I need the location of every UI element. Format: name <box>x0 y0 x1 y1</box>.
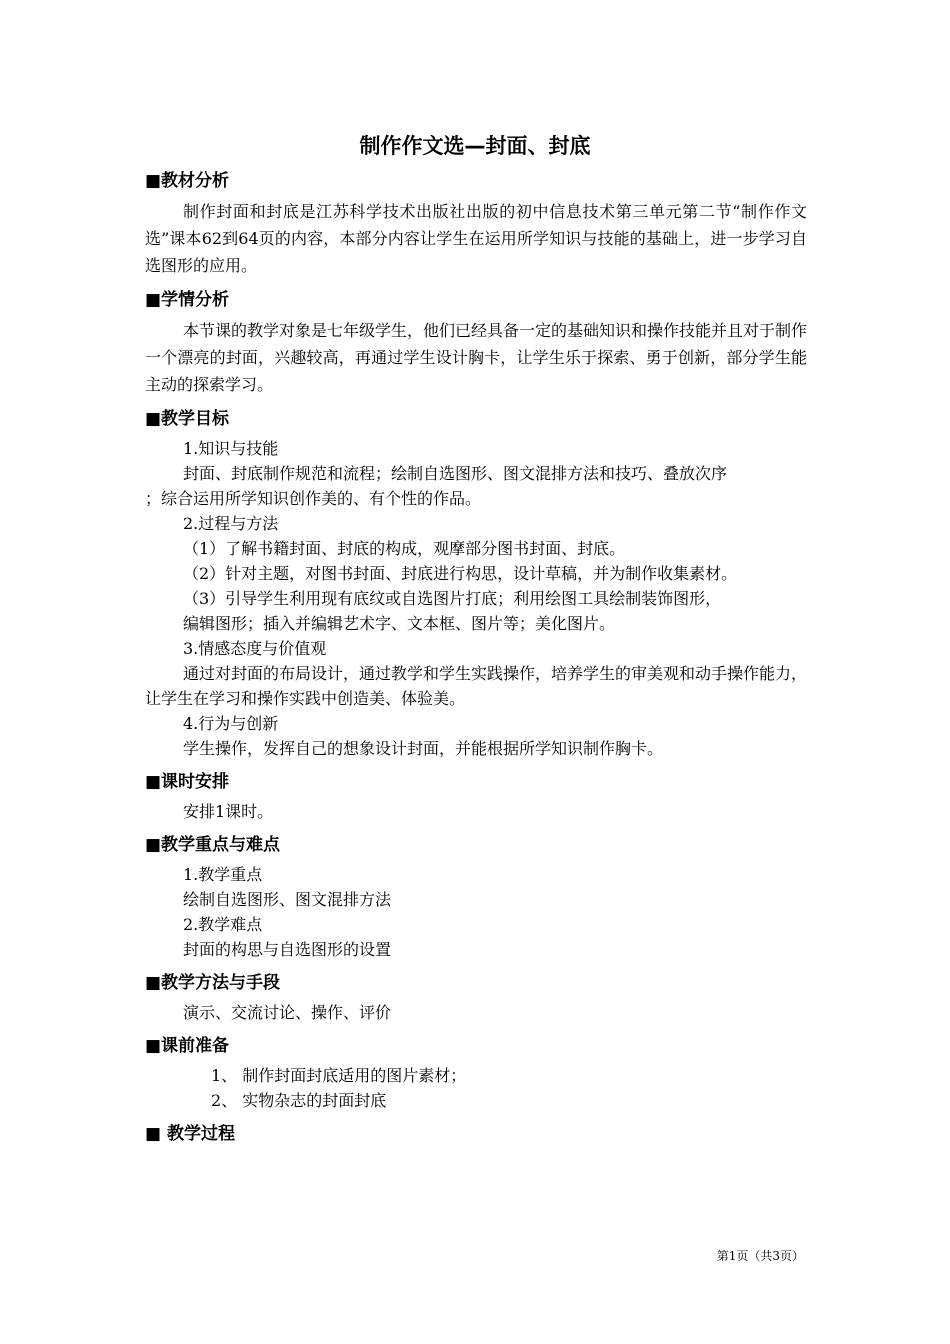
key-point-title: 1.教学重点 <box>183 865 263 884</box>
goal-knowledge-text-b: ；综合运用所学知识创作美的、有个性的作品。 <box>145 489 482 508</box>
section-heading-teaching-goals: ■教学目标 <box>145 409 230 429</box>
textbook-analysis-text: 制作封面和封底是江苏科学技术出版社出版的初中信息技术第三单元第二节“制作作文选”课本62到64页的内容，本部分内容让学生在运用所学知识与技能的基础上，进一步学习自选图形的应用。 <box>145 202 807 275</box>
goal-innovation-text: 学生操作，发挥自己的想象设计封面，并能根据所学知识制作胸卡。 <box>183 739 664 758</box>
goal-process-title: 2.过程与方法 <box>183 514 279 533</box>
difficulty-title: 2.教学难点 <box>183 915 263 934</box>
schedule-text: 安排1课时。 <box>183 802 274 821</box>
page-footer: 第1页（共3页） <box>716 1249 804 1263</box>
student-analysis-text: 本节课的教学对象是七年级学生，他们已经具备一定的基础知识和操作技能并且对于制作一个漂亮的封面，兴趣较高，再通过学生设计胸卡，让学生乐于探索、勇于创新，部分学生能主动的探索学习。 <box>145 321 808 394</box>
preparation-item-2: 2、 实物杂志的封面封底 <box>211 1091 387 1110</box>
difficulty-text: 封面的构思与自选图形的设置 <box>183 940 392 959</box>
section-heading-textbook-analysis: ■教材分析 <box>145 171 230 191</box>
section-heading-preparation: ■课前准备 <box>145 1036 230 1056</box>
goal-innovation-title: 4.行为与创新 <box>183 714 279 733</box>
goal-process-item-1: （1）了解书籍封面、封底的构成，观摩部分图书封面、封底。 <box>183 539 626 558</box>
section-heading-methods: ■教学方法与手段 <box>145 973 281 993</box>
goal-process-item-3a: （3）引导学生利用现有底纹或自选图片打底；利用绘图工具绘制装饰图形， <box>183 589 722 608</box>
goal-process-item-2: （2）针对主题，对图书封面、封底进行构思，设计草稿，并为制作收集素材。 <box>183 564 738 583</box>
section-heading-schedule: ■课时安排 <box>145 772 230 792</box>
methods-text: 演示、交流讨论、操作、评价 <box>183 1003 392 1022</box>
section-heading-teaching-process: ■ 教学过程 <box>145 1124 235 1144</box>
section-heading-student-analysis: ■学情分析 <box>145 290 230 310</box>
document-body <box>145 168 807 1147</box>
goal-emotion-text: 通过对封面的布局设计，通过教学和学生实践操作，培养学生的审美观和动手操作能力，让学生在学习和操作实践中创造美、体验美。 <box>145 664 808 708</box>
goal-knowledge-text-a: 封面、封底制作规范和流程；绘制自选图形、图文混排方法和技巧、叠放次序 <box>183 464 728 483</box>
page-title: 制作作文选—封面、封底 <box>359 134 591 158</box>
goal-knowledge-title: 1.知识与技能 <box>183 439 279 458</box>
goal-process-item-3b: 编辑图形；插入并编辑艺术字、文本框、图片等；美化图片。 <box>183 614 616 633</box>
goal-emotion-title: 3.情感态度与价值观 <box>183 639 327 658</box>
key-point-text: 绘制自选图形、图文混排方法 <box>183 890 392 909</box>
preparation-item-1: 1、 制作封面封底适用的图片素材； <box>211 1066 467 1085</box>
section-heading-key-points: ■教学重点与难点 <box>145 835 281 855</box>
